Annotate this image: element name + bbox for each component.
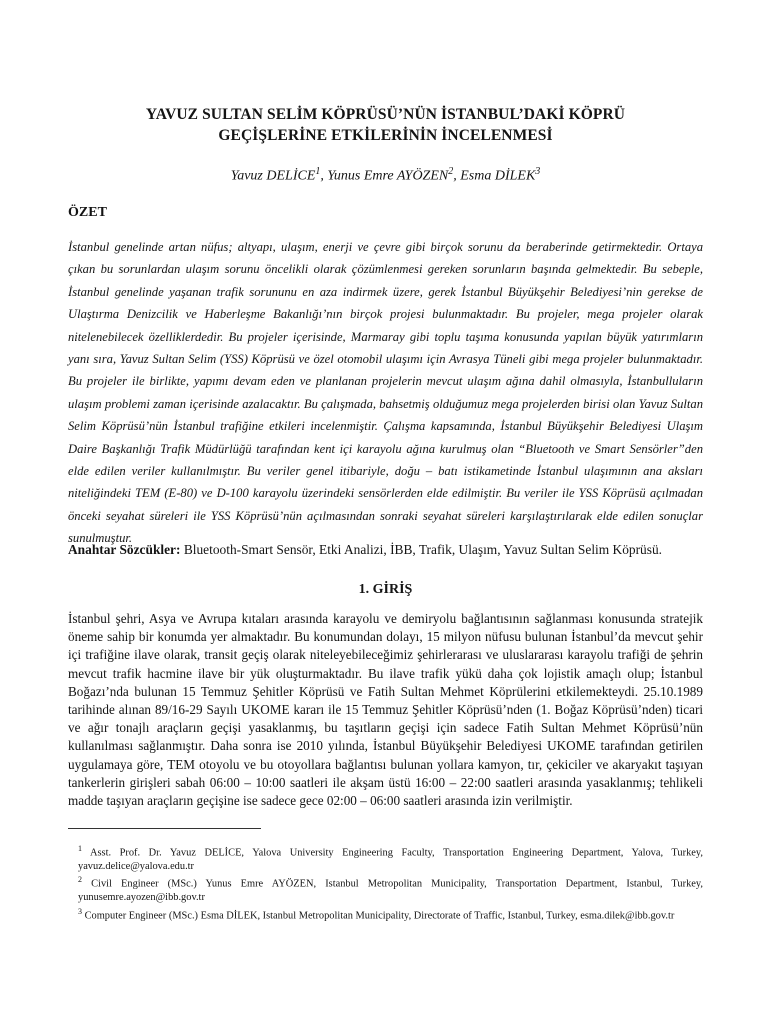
footnote-1-text: Asst. Prof. Dr. Yavuz DELİCE, Yalova University Engineering Faculty, Transportation Engineering Department, Yalova, Turkey, yavuz.delice@yalova.edu.tr (78, 847, 703, 872)
footnote-2-mark: 2 (78, 875, 82, 885)
author-1-name: Yavuz DELİCE (230, 168, 316, 184)
author-3-name: , Esma DİLEK (453, 168, 536, 184)
author-2-name: , Yunus Emre AYÖZEN (320, 168, 449, 184)
footnote-divider (68, 828, 261, 829)
footnotes (78, 842, 703, 922)
title-line-2: GEÇİŞLERİNE ETKİLERİNİN İNCELENMESİ (218, 127, 553, 144)
footnote-1 (78, 842, 703, 873)
abstract-text: İstanbul genelinde artan nüfus; altyapı, ulaşım, enerji ve çevre gibi birçok sorunu da beraberinde getirmektedir. Ortaya çıkan bu sorunlardan ulaşım sorunu öncelikli olarak çözümlenmesi gereken sorunların başında gelmektedir. Bu sebeple, İstanbul genelinde yaşanan trafik sorununu en aza indirmek üzere, gerek İstanbul Büyükşehir Belediyesi’nin gerekse de Ulaştırma Denizcilik ve Haberleşme Bakanlığı’nın birçok projesi bulunmaktadır. Bu projeler, mega projeler olarak nitelenebilecek özelliklerdedir. Bu projeler içerisinde, Marmaray gibi toplu taşıma konusunda yapılan büyük yatırımların yanı sıra, Yavuz Sultan Selim (YSS) Köprüsü ve özel otomobil ulaşımı için Avrasya Tüneli gibi mega projeler bulunmaktadır. Bu projeler ile birlikte, yapımı devam eden ve planlanan projelerin mevcut ulaşım ağına dahil olmasıyla, İstanbulluların ulaşım problemi zaman içerisinde azalacaktır. Bu çalışmada, bahsetmiş olduğumuz mega projelerden birisi olan Yavuz Sultan Selim Köprüsü’nün İstanbul trafiğine etkileri incelenmiştir. Çalışma kapsamında, İstanbul Büyükşehir Belediyesi Ulaşım Daire Başkanlığı Trafik Müdürlüğü tarafından kent içi karayolu ağına kurulmuş olan “Bluetooth ve Smart Sensörler”den elde edilen veriler kullanılmıştır. Bu veriler genel itibariyle, doğu – batı istikametinde İstanbul ulaşımının ana aksları niteliğindeki TEM (E-80) ve D-100 karayolu üzerindeki sensörlerden elde edilmiştir. Bu veriler ile YSS Köprüsü açılmadan önceki seyahat süreleri ile YSS Köprüsü’nün açılmasından sonraki seyahat süreleri karşılaştırılarak elde edilen sonuçlar sunulmuştur. (68, 240, 703, 546)
footnote-3-text: Computer Engineer (MSc.) Esma DİLEK, Istanbul Metropolitan Municipality, Directorate of Traffic, Istanbul, Turkey, esma.dilek@ibb.gov.tr (82, 910, 675, 922)
author-2-footnote-mark: 2 (448, 166, 454, 177)
keywords-label: Anahtar Sözcükler: (68, 542, 181, 557)
keywords-text: Bluetooth-Smart Sensör, Etki Analizi, İBB, Trafik, Ulaşım, Yavuz Sultan Selim Köprüsü. (180, 542, 662, 557)
footnote-2-text: Civil Engineer (MSc.) Yunus Emre AYÖZEN, Istanbul Metropolitan Municipality, Transportation Department, Istanbul, Turkey, yunusemre.ayozen@ibb.gov.tr (78, 878, 703, 904)
footnote-3 (78, 905, 703, 923)
paper-title (68, 104, 703, 146)
footnote-3-mark: 3 (78, 906, 82, 916)
author-3-footnote-mark: 3 (535, 166, 541, 177)
footnote-1-mark: 1 (78, 844, 82, 853)
section-1-heading: 1. GİRİŞ (358, 582, 413, 597)
author-1-footnote-mark: 1 (315, 166, 321, 177)
title-line-1: YAVUZ SULTAN SELİM KÖPRÜSÜ’NÜN İSTANBUL’DAKİ KÖPRÜ (145, 106, 626, 123)
author-list (68, 166, 703, 185)
section-1-text: İstanbul şehri, Asya ve Avrupa kıtaları arasında karayolu ve demiryolu bağlantısının sağlanması konusunda stratejik öneme sahip bir konumda yer almaktadır. Bu konumundan dolayı, 15 milyon nüfusu bulunan İstanbul’da mevcut şehir içi trafiğine ilave olarak, transit geçiş olarak niteleyebileceğimiz şehirlerarası ve uluslararası karayolu trafiği de şehrin mevcut trafik hacmine ilave bir yük oluşturmaktadır. Bu ilave trafik yükü daha çok lojistik amaçlı olup; İstanbul Boğazı’nda bulunan 15 Temmuz Şehitler Köprüsü ve Fatih Sultan Mehmet Köprülerini etkilemekteydi. 25.10.1989 tarihinde alınan 89/16-29 Sayılı UKOME kararı ile 15 Temmuz Şehitler Köprüsü’nden (1. Boğaz Köprüsü’nden) ticari ve ağır tonajlı araçların geçişi yasaklanmış, bu taşıtların geçişi için sadece Fatih Sultan Mehmet Köprüsü’nün kullanılması sağlanmıştır. Daha sonra ise 2010 yılında, İstanbul Büyükşehir Belediyesi UKOME tarafından getirilen uygulamaya göre, TEM otoyolu ve bu otoyollara bağlantısı bulunan yollara kamyon, tır, çekiciler ve akaryakıt taşıyan tankerlerin girişleri sabah 06:00 – 10:00 saatleri ile akşam üstü 16:00 – 22:00 saatleri arasında yasaklanmış; tehlikeli madde taşıyan araçların geçişine ise sadece gece 02:00 – 06:00 saatleri arasında izin verilmiştir. (68, 611, 703, 809)
footnote-2 (78, 873, 703, 904)
keywords (68, 540, 703, 559)
abstract-heading: ÖZET (68, 205, 107, 220)
